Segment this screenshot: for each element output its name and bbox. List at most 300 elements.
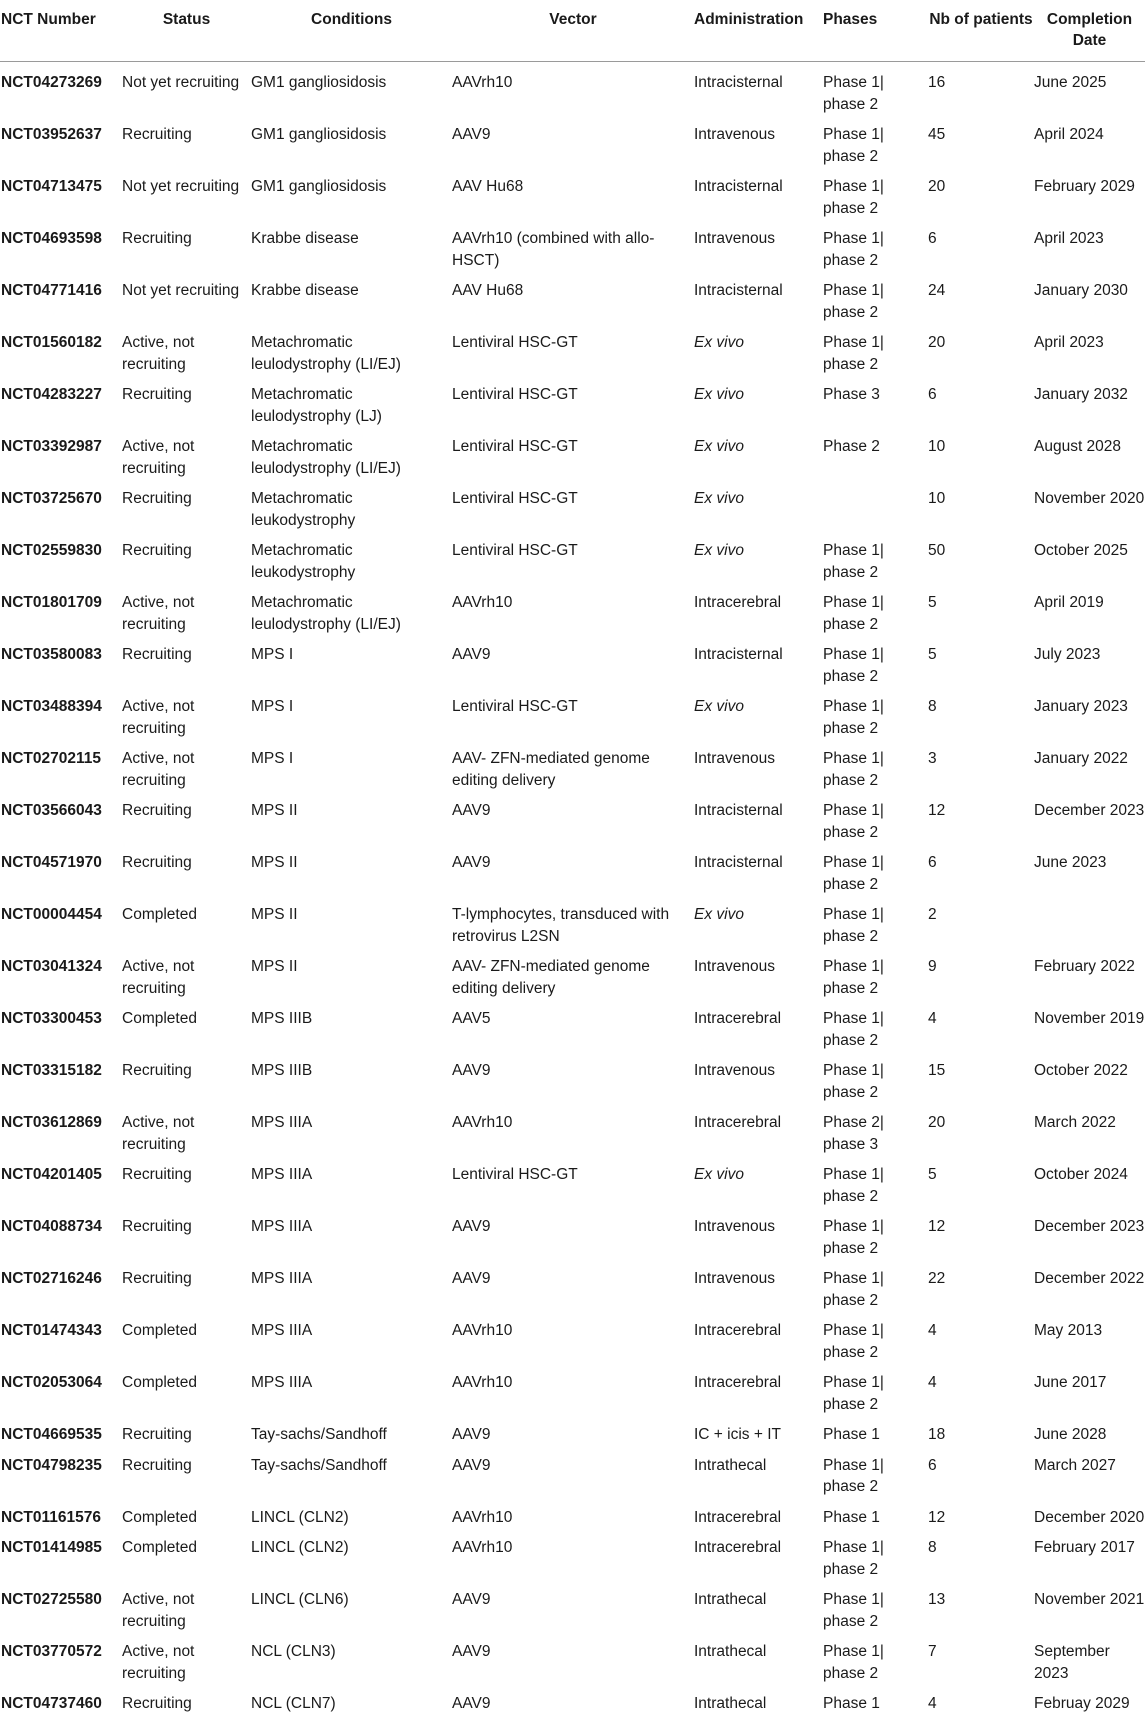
- cell-phases: Phase 1| phase 2: [823, 1446, 928, 1498]
- cell-nb-of-patients: 12: [928, 791, 1034, 843]
- cell-completion-date: August 2028: [1034, 427, 1145, 479]
- cell-nb-of-patients: 6: [928, 375, 1034, 427]
- cell-status: Recruiting: [122, 531, 251, 583]
- cell-conditions: MPS IIIA: [251, 1311, 452, 1363]
- cell-conditions: MPS II: [251, 843, 452, 895]
- cell-status: Recruiting: [122, 1207, 251, 1259]
- table-row: [0, 687, 1145, 739]
- table-row: [0, 479, 1145, 531]
- cell-phases: Phase 2: [823, 427, 928, 479]
- cell-nct-number: NCT03952637: [0, 115, 122, 167]
- cell-completion-date: December 2023: [1034, 791, 1145, 843]
- table-row: [0, 531, 1145, 583]
- cell-completion-date: November 2019: [1034, 999, 1145, 1051]
- cell-nb-of-patients: 45: [928, 115, 1034, 167]
- cell-completion-date: July 2023: [1034, 635, 1145, 687]
- cell-nct-number: NCT01474343: [0, 1311, 122, 1363]
- cell-vector: AAV9: [452, 1051, 694, 1103]
- cell-administration: Ex vivo: [694, 895, 823, 947]
- cell-nb-of-patients: 5: [928, 1155, 1034, 1207]
- cell-nct-number: NCT04798235: [0, 1446, 122, 1498]
- cell-nct-number: NCT04737460: [0, 1684, 122, 1727]
- cell-status: Completed: [122, 1311, 251, 1363]
- cell-conditions: MPS IIIA: [251, 1207, 452, 1259]
- cell-completion-date: October 2025: [1034, 531, 1145, 583]
- cell-administration: Intracisternal: [694, 635, 823, 687]
- cell-nb-of-patients: 6: [928, 843, 1034, 895]
- cell-vector: Lentiviral HSC-GT: [452, 1155, 694, 1207]
- cell-conditions: Krabbe disease: [251, 219, 452, 271]
- cell-nb-of-patients: 12: [928, 1207, 1034, 1259]
- cell-vector: AAV9: [452, 791, 694, 843]
- cell-conditions: GM1 gangliosidosis: [251, 167, 452, 219]
- cell-vector: AAV Hu68: [452, 167, 694, 219]
- cell-conditions: GM1 gangliosidosis: [251, 62, 452, 116]
- cell-nb-of-patients: 20: [928, 323, 1034, 375]
- cell-vector: Lentiviral HSC-GT: [452, 531, 694, 583]
- cell-completion-date: January 2030: [1034, 271, 1145, 323]
- cell-completion-date: September 2023: [1034, 1632, 1145, 1684]
- cell-completion-date: February 2029: [1034, 167, 1145, 219]
- cell-nb-of-patients: 13: [928, 1580, 1034, 1632]
- cell-nct-number: NCT02716246: [0, 1259, 122, 1311]
- cell-nct-number: NCT01560182: [0, 323, 122, 375]
- cell-vector: AAV9: [452, 115, 694, 167]
- cell-conditions: MPS IIIA: [251, 1103, 452, 1155]
- cell-administration: Ex vivo: [694, 1155, 823, 1207]
- cell-nct-number: NCT03315182: [0, 1051, 122, 1103]
- header-status: Status: [122, 0, 251, 62]
- cell-nb-of-patients: 4: [928, 1684, 1034, 1727]
- table-body: [0, 62, 1145, 1727]
- cell-status: Recruiting: [122, 843, 251, 895]
- cell-vector: AAV9: [452, 1684, 694, 1727]
- header-nct-number: NCT Number: [0, 0, 122, 62]
- cell-phases: Phase 1| phase 2: [823, 739, 928, 791]
- cell-conditions: NCL (CLN3): [251, 1632, 452, 1684]
- cell-administration: Intracisternal: [694, 791, 823, 843]
- cell-conditions: MPS I: [251, 687, 452, 739]
- cell-administration: Ex vivo: [694, 687, 823, 739]
- cell-phases: Phase 1| phase 2: [823, 843, 928, 895]
- cell-phases: Phase 1| phase 2: [823, 895, 928, 947]
- cell-nb-of-patients: 20: [928, 1103, 1034, 1155]
- cell-completion-date: February 2022: [1034, 947, 1145, 999]
- table-row: [0, 1363, 1145, 1415]
- cell-administration: Intracisternal: [694, 62, 823, 116]
- cell-completion-date: April 2023: [1034, 219, 1145, 271]
- cell-status: Active, not recruiting: [122, 687, 251, 739]
- cell-administration: Intrathecal: [694, 1446, 823, 1498]
- cell-phases: Phase 1| phase 2: [823, 583, 928, 635]
- cell-conditions: Metachromatic leulodystrophy (LI/EJ): [251, 427, 452, 479]
- cell-phases: Phase 1| phase 2: [823, 219, 928, 271]
- cell-completion-date: [1034, 895, 1145, 947]
- table-row: [0, 1632, 1145, 1684]
- cell-nct-number: NCT04283227: [0, 375, 122, 427]
- cell-administration: Intrathecal: [694, 1684, 823, 1727]
- cell-nct-number: NCT04273269: [0, 62, 122, 116]
- cell-conditions: Tay-sachs/Sandhoff: [251, 1415, 452, 1446]
- table-row: [0, 1259, 1145, 1311]
- cell-phases: Phase 1| phase 2: [823, 1259, 928, 1311]
- cell-nct-number: NCT03612869: [0, 1103, 122, 1155]
- cell-vector: AAV9: [452, 635, 694, 687]
- cell-vector: AAVrh10: [452, 1363, 694, 1415]
- cell-vector: AAV9: [452, 1580, 694, 1632]
- cell-phases: Phase 1| phase 2: [823, 635, 928, 687]
- cell-nb-of-patients: 22: [928, 1259, 1034, 1311]
- table-row: [0, 739, 1145, 791]
- table-row: [0, 219, 1145, 271]
- cell-status: Completed: [122, 1528, 251, 1580]
- cell-conditions: Metachromatic leukodystrophy: [251, 479, 452, 531]
- table-row: [0, 167, 1145, 219]
- cell-vector: Lentiviral HSC-GT: [452, 323, 694, 375]
- cell-vector: AAVrh10: [452, 1103, 694, 1155]
- cell-conditions: MPS I: [251, 739, 452, 791]
- cell-nct-number: NCT04713475: [0, 167, 122, 219]
- cell-completion-date: January 2032: [1034, 375, 1145, 427]
- cell-phases: Phase 1| phase 2: [823, 791, 928, 843]
- cell-status: Completed: [122, 999, 251, 1051]
- cell-status: Recruiting: [122, 219, 251, 271]
- cell-status: Completed: [122, 1363, 251, 1415]
- cell-nct-number: NCT03488394: [0, 687, 122, 739]
- cell-phases: [823, 479, 928, 531]
- cell-nb-of-patients: 4: [928, 1311, 1034, 1363]
- cell-status: Active, not recruiting: [122, 1632, 251, 1684]
- table-row: [0, 791, 1145, 843]
- cell-nct-number: NCT00004454: [0, 895, 122, 947]
- cell-vector: AAVrh10: [452, 1311, 694, 1363]
- cell-conditions: NCL (CLN7): [251, 1684, 452, 1727]
- cell-administration: Ex vivo: [694, 531, 823, 583]
- cell-nb-of-patients: 10: [928, 479, 1034, 531]
- header-administration: Administration: [694, 0, 823, 62]
- table-row: [0, 895, 1145, 947]
- cell-status: Active, not recruiting: [122, 739, 251, 791]
- cell-completion-date: June 2028: [1034, 1415, 1145, 1446]
- cell-administration: Intracerebral: [694, 1311, 823, 1363]
- cell-status: Active, not recruiting: [122, 323, 251, 375]
- cell-phases: Phase 1| phase 2: [823, 115, 928, 167]
- cell-conditions: MPS IIIA: [251, 1363, 452, 1415]
- cell-nb-of-patients: 5: [928, 583, 1034, 635]
- cell-administration: Intracisternal: [694, 167, 823, 219]
- cell-vector: AAV Hu68: [452, 271, 694, 323]
- cell-phases: Phase 1| phase 2: [823, 531, 928, 583]
- cell-vector: AAV- ZFN-mediated genome editing delivery: [452, 739, 694, 791]
- cell-status: Recruiting: [122, 1051, 251, 1103]
- cell-conditions: GM1 gangliosidosis: [251, 115, 452, 167]
- cell-administration: Ex vivo: [694, 479, 823, 531]
- table-header: [0, 0, 1145, 62]
- table-row: [0, 583, 1145, 635]
- table-row: [0, 427, 1145, 479]
- cell-nct-number: NCT04771416: [0, 271, 122, 323]
- cell-conditions: LINCL (CLN6): [251, 1580, 452, 1632]
- cell-vector: AAVrh10: [452, 1498, 694, 1529]
- cell-completion-date: December 2023: [1034, 1207, 1145, 1259]
- cell-administration: Intracerebral: [694, 1528, 823, 1580]
- cell-nct-number: NCT02725580: [0, 1580, 122, 1632]
- cell-administration: Intracerebral: [694, 1103, 823, 1155]
- header-phases: Phases: [823, 0, 928, 62]
- cell-status: Recruiting: [122, 1259, 251, 1311]
- cell-nb-of-patients: 12: [928, 1498, 1034, 1529]
- cell-administration: Intravenous: [694, 739, 823, 791]
- cell-conditions: MPS II: [251, 895, 452, 947]
- cell-phases: Phase 1| phase 2: [823, 167, 928, 219]
- cell-nb-of-patients: 5: [928, 635, 1034, 687]
- cell-vector: AAV9: [452, 1207, 694, 1259]
- cell-administration: Intravenous: [694, 1051, 823, 1103]
- cell-conditions: MPS IIIB: [251, 1051, 452, 1103]
- cell-phases: Phase 1| phase 2: [823, 1207, 928, 1259]
- cell-phases: Phase 1| phase 2: [823, 1363, 928, 1415]
- cell-completion-date: January 2022: [1034, 739, 1145, 791]
- cell-nb-of-patients: 50: [928, 531, 1034, 583]
- table-row: [0, 375, 1145, 427]
- cell-completion-date: October 2024: [1034, 1155, 1145, 1207]
- table-row: [0, 947, 1145, 999]
- cell-status: Completed: [122, 1498, 251, 1529]
- cell-nb-of-patients: 20: [928, 167, 1034, 219]
- cell-phases: Phase 1: [823, 1498, 928, 1529]
- cell-phases: Phase 1| phase 2: [823, 999, 928, 1051]
- cell-vector: AAV9: [452, 1446, 694, 1498]
- cell-administration: Ex vivo: [694, 375, 823, 427]
- cell-administration: Intrathecal: [694, 1580, 823, 1632]
- cell-administration: Ex vivo: [694, 323, 823, 375]
- cell-nct-number: NCT04693598: [0, 219, 122, 271]
- cell-conditions: LINCL (CLN2): [251, 1498, 452, 1529]
- cell-vector: Lentiviral HSC-GT: [452, 479, 694, 531]
- cell-completion-date: Februay 2029: [1034, 1684, 1145, 1727]
- table-row: [0, 1498, 1145, 1529]
- cell-status: Active, not recruiting: [122, 1103, 251, 1155]
- cell-nb-of-patients: 6: [928, 219, 1034, 271]
- cell-nct-number: NCT03725670: [0, 479, 122, 531]
- cell-status: Recruiting: [122, 479, 251, 531]
- cell-nb-of-patients: 6: [928, 1446, 1034, 1498]
- cell-vector: AAVrh10 (combined with allo-HSCT): [452, 219, 694, 271]
- cell-phases: Phase 1: [823, 1684, 928, 1727]
- cell-nb-of-patients: 3: [928, 739, 1034, 791]
- cell-vector: T-lymphocytes, transduced with retrovirus L2SN: [452, 895, 694, 947]
- cell-completion-date: May 2013: [1034, 1311, 1145, 1363]
- cell-phases: Phase 1| phase 2: [823, 62, 928, 116]
- cell-vector: AAV9: [452, 1415, 694, 1446]
- cell-phases: Phase 1| phase 2: [823, 687, 928, 739]
- cell-nct-number: NCT03300453: [0, 999, 122, 1051]
- cell-nct-number: NCT04201405: [0, 1155, 122, 1207]
- table-row: [0, 1446, 1145, 1498]
- cell-administration: Intracerebral: [694, 1498, 823, 1529]
- cell-completion-date: February 2017: [1034, 1528, 1145, 1580]
- cell-phases: Phase 1| phase 2: [823, 1311, 928, 1363]
- cell-nct-number: NCT04571970: [0, 843, 122, 895]
- table-row: [0, 1684, 1145, 1727]
- cell-administration: Intravenous: [694, 1259, 823, 1311]
- cell-completion-date: June 2023: [1034, 843, 1145, 895]
- cell-administration: Intracerebral: [694, 999, 823, 1051]
- cell-completion-date: December 2022: [1034, 1259, 1145, 1311]
- cell-vector: Lentiviral HSC-GT: [452, 687, 694, 739]
- table-row: [0, 1311, 1145, 1363]
- cell-conditions: MPS IIIA: [251, 1259, 452, 1311]
- cell-status: Recruiting: [122, 115, 251, 167]
- cell-nb-of-patients: 4: [928, 999, 1034, 1051]
- cell-nct-number: NCT01161576: [0, 1498, 122, 1529]
- cell-status: Recruiting: [122, 1446, 251, 1498]
- table-row: [0, 843, 1145, 895]
- cell-phases: Phase 1| phase 2: [823, 1632, 928, 1684]
- header-conditions: Conditions: [251, 0, 452, 62]
- cell-nct-number: NCT02053064: [0, 1363, 122, 1415]
- cell-administration: Intravenous: [694, 219, 823, 271]
- cell-nb-of-patients: 2: [928, 895, 1034, 947]
- cell-nct-number: NCT02702115: [0, 739, 122, 791]
- cell-nb-of-patients: 8: [928, 1528, 1034, 1580]
- cell-completion-date: June 2017: [1034, 1363, 1145, 1415]
- cell-nct-number: NCT01414985: [0, 1528, 122, 1580]
- cell-administration: Intravenous: [694, 115, 823, 167]
- cell-nct-number: NCT04088734: [0, 1207, 122, 1259]
- cell-vector: AAV9: [452, 843, 694, 895]
- table-row: [0, 323, 1145, 375]
- cell-phases: Phase 1| phase 2: [823, 1528, 928, 1580]
- cell-phases: Phase 1| phase 2: [823, 1580, 928, 1632]
- cell-nb-of-patients: 15: [928, 1051, 1034, 1103]
- cell-status: Recruiting: [122, 635, 251, 687]
- cell-completion-date: October 2022: [1034, 1051, 1145, 1103]
- cell-status: Completed: [122, 895, 251, 947]
- cell-nb-of-patients: 8: [928, 687, 1034, 739]
- cell-status: Recruiting: [122, 1155, 251, 1207]
- cell-administration: Intracisternal: [694, 271, 823, 323]
- cell-status: Recruiting: [122, 791, 251, 843]
- cell-completion-date: April 2023: [1034, 323, 1145, 375]
- cell-conditions: Metachromatic leulodystrophy (LI/EJ): [251, 583, 452, 635]
- cell-nb-of-patients: 16: [928, 62, 1034, 116]
- cell-vector: AAV5: [452, 999, 694, 1051]
- cell-vector: Lentiviral HSC-GT: [452, 427, 694, 479]
- cell-status: Not yet recruiting: [122, 62, 251, 116]
- cell-nct-number: NCT03041324: [0, 947, 122, 999]
- header-vector: Vector: [452, 0, 694, 62]
- cell-status: Active, not recruiting: [122, 583, 251, 635]
- cell-vector: AAV9: [452, 1259, 694, 1311]
- cell-completion-date: April 2019: [1034, 583, 1145, 635]
- cell-conditions: Metachromatic leukodystrophy: [251, 531, 452, 583]
- cell-phases: Phase 1| phase 2: [823, 947, 928, 999]
- table-row: [0, 1103, 1145, 1155]
- cell-completion-date: November 2021: [1034, 1580, 1145, 1632]
- cell-status: Recruiting: [122, 375, 251, 427]
- cell-vector: AAV- ZFN-mediated genome editing delivery: [452, 947, 694, 999]
- cell-conditions: Krabbe disease: [251, 271, 452, 323]
- table-row: [0, 115, 1145, 167]
- cell-conditions: Metachromatic leulodystrophy (LJ): [251, 375, 452, 427]
- cell-status: Not yet recruiting: [122, 271, 251, 323]
- cell-vector: AAV9: [452, 1632, 694, 1684]
- cell-nb-of-patients: 7: [928, 1632, 1034, 1684]
- cell-status: Recruiting: [122, 1415, 251, 1446]
- cell-completion-date: March 2022: [1034, 1103, 1145, 1155]
- cell-status: Active, not recruiting: [122, 427, 251, 479]
- cell-completion-date: June 2025: [1034, 62, 1145, 116]
- cell-administration: Intravenous: [694, 947, 823, 999]
- table-row: [0, 999, 1145, 1051]
- cell-nct-number: NCT03770572: [0, 1632, 122, 1684]
- cell-nb-of-patients: 24: [928, 271, 1034, 323]
- cell-phases: Phase 3: [823, 375, 928, 427]
- cell-conditions: LINCL (CLN2): [251, 1528, 452, 1580]
- cell-nb-of-patients: 10: [928, 427, 1034, 479]
- table-row: [0, 1155, 1145, 1207]
- cell-vector: AAVrh10: [452, 1528, 694, 1580]
- cell-nct-number: NCT03566043: [0, 791, 122, 843]
- cell-vector: Lentiviral HSC-GT: [452, 375, 694, 427]
- cell-conditions: MPS I: [251, 635, 452, 687]
- cell-phases: Phase 1| phase 2: [823, 323, 928, 375]
- cell-administration: Ex vivo: [694, 427, 823, 479]
- table-row: [0, 271, 1145, 323]
- cell-administration: Intracisternal: [694, 843, 823, 895]
- header-nb-of-patients: Nb of patients: [928, 0, 1034, 62]
- cell-conditions: MPS II: [251, 947, 452, 999]
- cell-phases: Phase 2| phase 3: [823, 1103, 928, 1155]
- table-row: [0, 635, 1145, 687]
- cell-phases: Phase 1| phase 2: [823, 271, 928, 323]
- cell-status: Active, not recruiting: [122, 1580, 251, 1632]
- cell-conditions: MPS IIIB: [251, 999, 452, 1051]
- cell-completion-date: November 2020: [1034, 479, 1145, 531]
- table-row: [0, 1051, 1145, 1103]
- cell-nb-of-patients: 4: [928, 1363, 1034, 1415]
- cell-conditions: Tay-sachs/Sandhoff: [251, 1446, 452, 1498]
- cell-administration: Intravenous: [694, 1207, 823, 1259]
- cell-nct-number: NCT03392987: [0, 427, 122, 479]
- cell-status: Recruiting: [122, 1684, 251, 1727]
- table-row: [0, 1580, 1145, 1632]
- cell-vector: AAVrh10: [452, 583, 694, 635]
- table-row: [0, 1207, 1145, 1259]
- cell-conditions: MPS IIIA: [251, 1155, 452, 1207]
- cell-phases: Phase 1: [823, 1415, 928, 1446]
- table-row: [0, 1528, 1145, 1580]
- cell-nct-number: NCT02559830: [0, 531, 122, 583]
- cell-phases: Phase 1| phase 2: [823, 1051, 928, 1103]
- header-completion-date: Completion Date: [1034, 0, 1145, 62]
- cell-phases: Phase 1| phase 2: [823, 1155, 928, 1207]
- cell-nb-of-patients: 18: [928, 1415, 1034, 1446]
- table-row: [0, 62, 1145, 116]
- cell-vector: AAVrh10: [452, 62, 694, 116]
- cell-nct-number: NCT04669535: [0, 1415, 122, 1446]
- header-row: [0, 0, 1145, 62]
- cell-nct-number: NCT03580083: [0, 635, 122, 687]
- cell-completion-date: January 2023: [1034, 687, 1145, 739]
- cell-nct-number: NCT01801709: [0, 583, 122, 635]
- cell-completion-date: March 2027: [1034, 1446, 1145, 1498]
- cell-administration: Intracerebral: [694, 1363, 823, 1415]
- cell-status: Active, not recruiting: [122, 947, 251, 999]
- cell-nb-of-patients: 9: [928, 947, 1034, 999]
- cell-completion-date: December 2020: [1034, 1498, 1145, 1529]
